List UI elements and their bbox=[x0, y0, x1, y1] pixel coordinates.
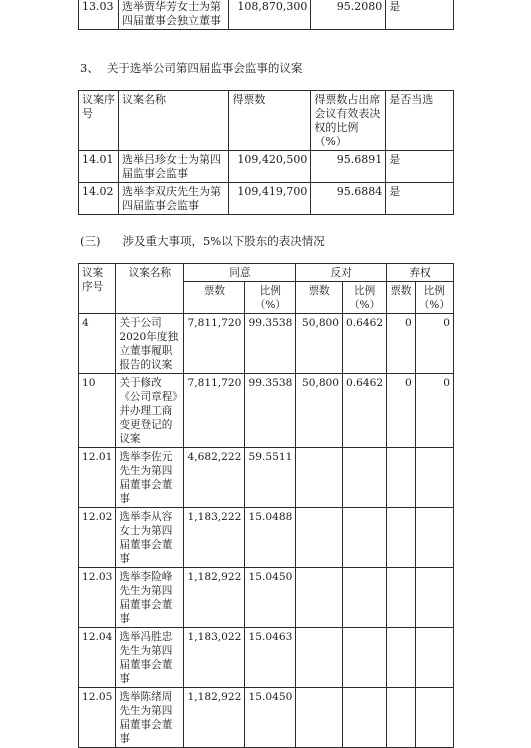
cell-no: 14.02 bbox=[79, 183, 119, 215]
table-row bbox=[79, 568, 454, 628]
cell-name: 选举李双庆先生为第四届监事会监事 bbox=[118, 183, 228, 215]
header-no: 议案序号 bbox=[79, 91, 119, 151]
cell-name: 关于公司2020年度独立董事履职报告的议案 bbox=[116, 314, 184, 374]
table-minority-shareholder-votes bbox=[78, 263, 454, 748]
cell-name: 选举贾华芳女士为第四届董事会独立董事 bbox=[118, 0, 228, 30]
cell-o-ratio bbox=[343, 688, 387, 748]
table-row bbox=[79, 0, 454, 30]
cell-a-ratio: 15.0450 bbox=[245, 688, 296, 748]
section-heading: (三) 涉及重大事项，5%以下股东的表决情况 bbox=[80, 234, 325, 248]
cell-passed: 是 bbox=[386, 183, 454, 215]
cell-votes: 108,870,300 bbox=[229, 0, 311, 30]
table-row bbox=[79, 183, 454, 215]
cell-x-ratio bbox=[415, 688, 453, 748]
cell-o-votes bbox=[296, 628, 343, 688]
cell-no: 13.03 bbox=[79, 0, 119, 30]
cell-x-ratio: 0 bbox=[415, 314, 453, 374]
cell-name: 选举陈绪周先生为第四届董事会董事 bbox=[116, 688, 184, 748]
cell-ratio: 95.6891 bbox=[311, 151, 386, 183]
cell-o-votes bbox=[296, 448, 343, 508]
cell-a-votes: 1,182,922 bbox=[184, 568, 245, 628]
header-agree: 同意 bbox=[184, 264, 296, 282]
header-ratio: 得票数占出席会议有效表决权的比例（%） bbox=[311, 91, 386, 151]
cell-a-ratio: 15.0463 bbox=[245, 628, 296, 688]
subheader-agree-ratio: 比例（%） bbox=[245, 282, 296, 314]
cell-a-votes: 4,682,222 bbox=[184, 448, 245, 508]
cell-no: 14.01 bbox=[79, 151, 119, 183]
cell-votes: 109,420,500 bbox=[229, 151, 311, 183]
table-header-row bbox=[79, 91, 454, 151]
cell-o-ratio bbox=[343, 448, 387, 508]
cell-o-ratio bbox=[343, 508, 387, 568]
cell-o-votes: 50,800 bbox=[296, 314, 343, 374]
cell-a-votes: 1,183,022 bbox=[184, 628, 245, 688]
cell-o-ratio bbox=[343, 568, 387, 628]
header-no: 议案序号 bbox=[79, 264, 116, 314]
cell-x-votes bbox=[387, 508, 416, 568]
cell-o-ratio: 0.6462 bbox=[343, 314, 387, 374]
header-name: 议案名称 bbox=[116, 264, 184, 314]
cell-passed: 是 bbox=[386, 0, 454, 30]
cell-no: 10 bbox=[79, 374, 116, 448]
cell-x-votes: 0 bbox=[387, 314, 416, 374]
cell-o-votes bbox=[296, 508, 343, 568]
cell-x-votes: 0 bbox=[387, 374, 416, 448]
cell-x-votes bbox=[387, 448, 416, 508]
table-header-row bbox=[79, 264, 454, 282]
cell-name: 选举李佐元先生为第四届董事会董事 bbox=[116, 448, 184, 508]
cell-o-ratio bbox=[343, 628, 387, 688]
cell-x-votes bbox=[387, 688, 416, 748]
cell-a-votes: 7,811,720 bbox=[184, 374, 245, 448]
header-votes: 得票数 bbox=[229, 91, 311, 151]
cell-name: 关于修改《公司章程》并办理工商变更登记的议案 bbox=[116, 374, 184, 448]
cell-no: 12.05 bbox=[79, 688, 116, 748]
cell-passed: 是 bbox=[386, 151, 454, 183]
cell-name: 选举吕珍女士为第四届监事会监事 bbox=[118, 151, 228, 183]
cell-x-ratio bbox=[415, 508, 453, 568]
cell-x-ratio: 0 bbox=[415, 374, 453, 448]
cell-x-ratio bbox=[415, 628, 453, 688]
cell-no: 12.04 bbox=[79, 628, 116, 688]
cell-a-ratio: 99.3538 bbox=[245, 374, 296, 448]
cell-a-votes: 7,811,720 bbox=[184, 314, 245, 374]
table-row bbox=[79, 374, 454, 448]
section-heading: 3、 关于选举公司第四届监事会监事的议案 bbox=[80, 61, 303, 75]
cell-a-votes: 1,182,922 bbox=[184, 688, 245, 748]
cell-a-ratio: 15.0488 bbox=[245, 508, 296, 568]
subheader-agree-count: 票数 bbox=[184, 282, 245, 314]
table-row bbox=[79, 508, 454, 568]
header-name: 议案名称 bbox=[118, 91, 228, 151]
cell-no: 12.03 bbox=[79, 568, 116, 628]
cell-x-ratio bbox=[415, 568, 453, 628]
cell-name: 选举李从容女士为第四届董事会董事 bbox=[116, 508, 184, 568]
table-row bbox=[79, 688, 454, 748]
table-row bbox=[79, 448, 454, 508]
header-oppose: 反对 bbox=[296, 264, 387, 282]
cell-o-votes bbox=[296, 688, 343, 748]
cell-ratio: 95.2080 bbox=[311, 0, 386, 30]
table-row bbox=[79, 628, 454, 688]
cell-name: 选举李险峰先生为第四届董事会董事 bbox=[116, 568, 184, 628]
cell-ratio: 95.6884 bbox=[311, 183, 386, 215]
cell-votes: 109,419,700 bbox=[229, 183, 311, 215]
table-supervisor-election bbox=[78, 90, 454, 215]
header-elected: 是否当选 bbox=[386, 91, 454, 151]
cell-no: 12.01 bbox=[79, 448, 116, 508]
subheader-abstain-count: 票数 bbox=[387, 282, 416, 314]
subheader-abstain-ratio: 比例（%） bbox=[415, 282, 453, 314]
cell-a-ratio: 59.5511 bbox=[245, 448, 296, 508]
header-abstain: 弃权 bbox=[387, 264, 454, 282]
subheader-oppose-count: 票数 bbox=[296, 282, 343, 314]
table-row bbox=[79, 151, 454, 183]
cell-a-ratio: 15.0450 bbox=[245, 568, 296, 628]
subheader-oppose-ratio: 比例（%） bbox=[343, 282, 387, 314]
table-director-election-continued bbox=[78, 0, 454, 30]
cell-o-votes: 50,800 bbox=[296, 374, 343, 448]
table-row bbox=[79, 314, 454, 374]
cell-o-votes bbox=[296, 568, 343, 628]
cell-x-votes bbox=[387, 568, 416, 628]
cell-o-ratio: 0.6462 bbox=[343, 374, 387, 448]
cell-a-votes: 1,183,222 bbox=[184, 508, 245, 568]
cell-a-ratio: 99.3538 bbox=[245, 314, 296, 374]
cell-x-votes bbox=[387, 628, 416, 688]
cell-name: 选举冯胜忠先生为第四届董事会董事 bbox=[116, 628, 184, 688]
cell-x-ratio bbox=[415, 448, 453, 508]
cell-no: 12.02 bbox=[79, 508, 116, 568]
cell-no: 4 bbox=[79, 314, 116, 374]
